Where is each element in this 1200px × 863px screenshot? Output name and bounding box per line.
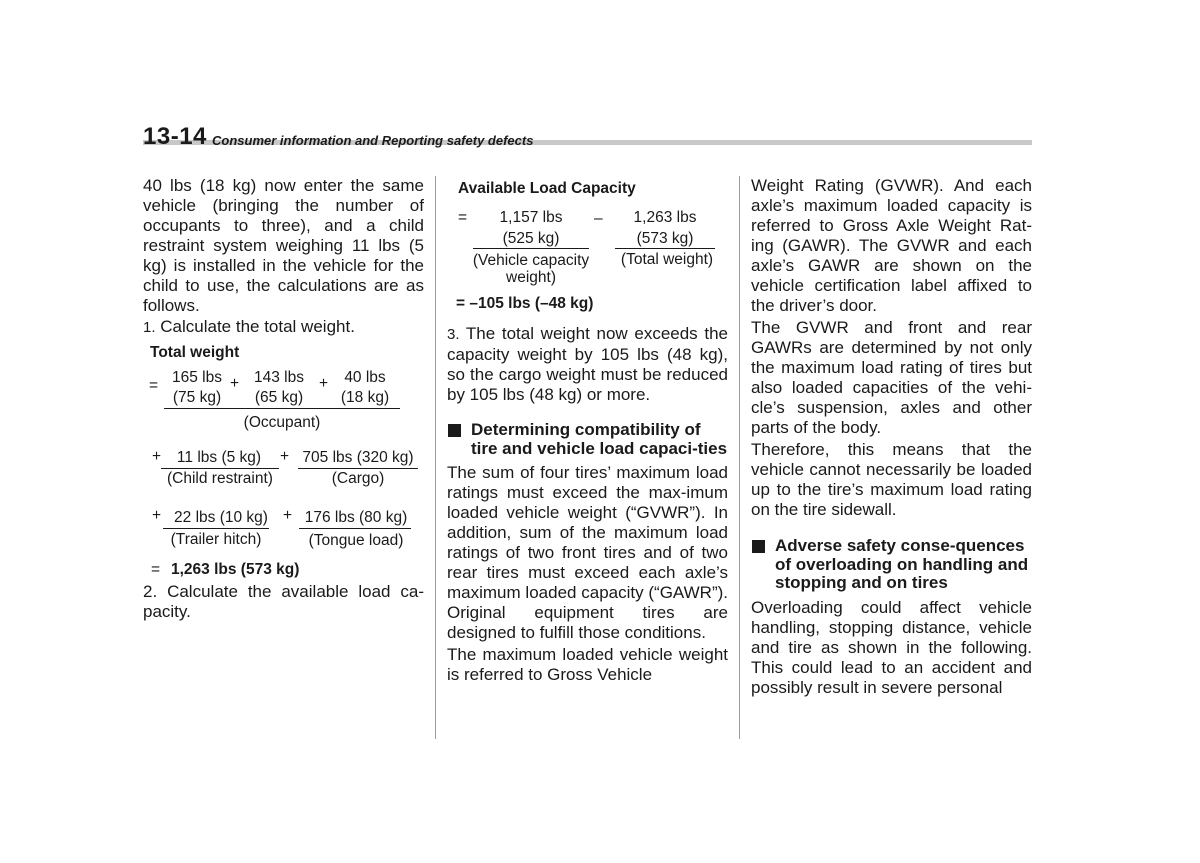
col3-paragraph-1: Weight Rating (GVWR). And each axle’s maximum loaded capacity is referred to Gross Axle Weight Rat-ing (GAWR). The GVWR and each axle’s GAWR are shown on the vehicle certification label affixed to the driver’s door.: [751, 176, 1032, 315]
trailer-rule: [163, 528, 269, 529]
total-weight-lbs: 1,263 lbs: [633, 209, 697, 226]
occupant-label: (Occupant): [243, 414, 321, 431]
available-load-formula: [447, 176, 728, 316]
vehicle-capacity-label: (Vehicle capacity weight): [472, 252, 590, 286]
plus-sign: +: [152, 507, 162, 524]
step-2: [143, 582, 424, 622]
column-3: [751, 176, 1032, 698]
child-restraint-label: (Child restraint): [167, 470, 273, 487]
plus-sign: +: [152, 448, 162, 465]
plus-sign: +: [319, 375, 329, 392]
section-heading-overloading: [751, 537, 1032, 593]
available-load-title: Available Load Capacity: [458, 180, 636, 197]
equals-sign: =: [151, 561, 161, 578]
occupant-2-fraction: [247, 369, 311, 407]
vehicle-capacity-rule: [473, 248, 589, 249]
step-3: [447, 324, 728, 405]
occupant-1-kg: (75 kg): [172, 389, 222, 406]
total-weight-kg: (573 kg): [636, 230, 694, 247]
occupant-2-kg: (65 kg): [254, 389, 304, 406]
column-1: [143, 176, 424, 622]
heading-square-icon: [752, 540, 765, 553]
section-heading-compatibility: [447, 421, 728, 458]
occupant-3-kg: (18 kg): [340, 389, 390, 406]
column-divider-2: [739, 176, 740, 739]
occupant-2-lbs: 143 lbs: [254, 369, 304, 386]
column-2: [447, 176, 728, 685]
step-3-number: 3.: [447, 326, 460, 343]
child-rule: [161, 468, 279, 469]
child-restraint-value: 11 lbs (5 kg): [176, 449, 262, 466]
step-1-text: Calculate the total weight.: [160, 317, 355, 336]
total-weight-rule: [615, 248, 715, 249]
heading-text: Determining compatibility of tire and vehicle load capaci-ties: [471, 420, 728, 458]
occupant-3-fraction: [333, 369, 397, 407]
occupant-1-lbs: 165 lbs: [172, 369, 222, 386]
plus-sign: +: [280, 448, 290, 465]
occupant-rule: [164, 408, 400, 409]
col3-paragraph-2: The GVWR and front and rear GAWRs are determined by not only the maximum load rating of tires but also loaded capacities of the vehi-cle’s suspension, axles and other parts of the body.: [751, 318, 1032, 437]
occupant-1-fraction: [165, 369, 229, 407]
vehicle-capacity-fraction: [473, 209, 589, 248]
minus-sign: –: [594, 210, 603, 227]
cargo-rule: [298, 468, 418, 469]
tongue-load-value: 176 lbs (80 kg): [304, 509, 408, 526]
tongue-load-label: (Tongue load): [308, 532, 404, 549]
total-weight-result: 1,263 lbs (573 kg): [171, 561, 300, 578]
heading-square-icon: [448, 424, 461, 437]
available-load-result: = –105 lbs (–48 kg): [456, 295, 594, 312]
col2-paragraph-2: The maximum loaded vehicle weight is referred to Gross Vehicle: [447, 645, 728, 684]
equals-sign: =: [149, 377, 159, 394]
plus-sign: +: [230, 375, 240, 392]
tongue-rule: [299, 528, 411, 529]
col3-paragraph-4: Overloading could affect vehicle handling, stopping distance, vehicle and tire as shown in the following. This could lead to an accident and possibly result in severe personal: [751, 597, 1032, 697]
trailer-hitch-label: (Trailer hitch): [170, 531, 262, 548]
total-weight-fraction: [615, 209, 715, 248]
step-1: [143, 317, 424, 338]
step-1-number: 1.: [143, 319, 156, 336]
section-title: Consumer information and Reporting safety defects: [212, 133, 534, 148]
trailer-hitch-value: 22 lbs (10 kg): [174, 509, 268, 526]
total-weight-title: Total weight: [150, 344, 240, 361]
page-number: 13-14: [143, 123, 207, 150]
step-2-text: Calculate the available load ca-pacity.: [143, 582, 424, 621]
col1-paragraph: 40 lbs (18 kg) now enter the same vehicle (bringing the number of occupants to three), and a child restraint system weighing 11 lbs (5 kg) is installed in the vehicle for the child to use, the calculations are as follows.: [143, 176, 424, 315]
vehicle-capacity-lbs: 1,157 lbs: [499, 209, 563, 226]
plus-sign: +: [283, 507, 293, 524]
vehicle-capacity-kg: (525 kg): [502, 230, 560, 247]
total-weight-formula: [143, 344, 424, 576]
equals-sign: =: [458, 209, 468, 226]
step-3-text: The total weight now exceeds the capacity weight by 105 lbs (48 kg), so the cargo weight must be reduced by 105 lbs (48 kg) or more.: [447, 324, 728, 404]
step-2-number: 2.: [143, 582, 158, 601]
cargo-label: (Cargo): [331, 470, 385, 487]
col3-paragraph-3: Therefore, this means that the vehicle cannot necessarily be loaded up to the tire’s maximum load rating on the tire sidewall.: [751, 440, 1032, 519]
total-weight-label: (Total weight): [620, 251, 714, 268]
heading-text: Adverse safety conse-quences of overloading on handling and stopping and on tires: [775, 536, 1029, 592]
column-divider-1: [435, 176, 436, 739]
occupant-3-lbs: 40 lbs: [344, 369, 386, 386]
col2-paragraph-1: The sum of four tires’ maximum load ratings must exceed the max-imum loaded vehicle weight (“GVWR”). In addition, sum of the maximum load ratings of two front tires and of two rear tires must exceed each axle’s maximum loaded capacity (“GAWR”). Original equipment tires are designed to fulfill those conditions.: [447, 463, 728, 642]
cargo-value: 705 lbs (320 kg): [302, 449, 414, 466]
